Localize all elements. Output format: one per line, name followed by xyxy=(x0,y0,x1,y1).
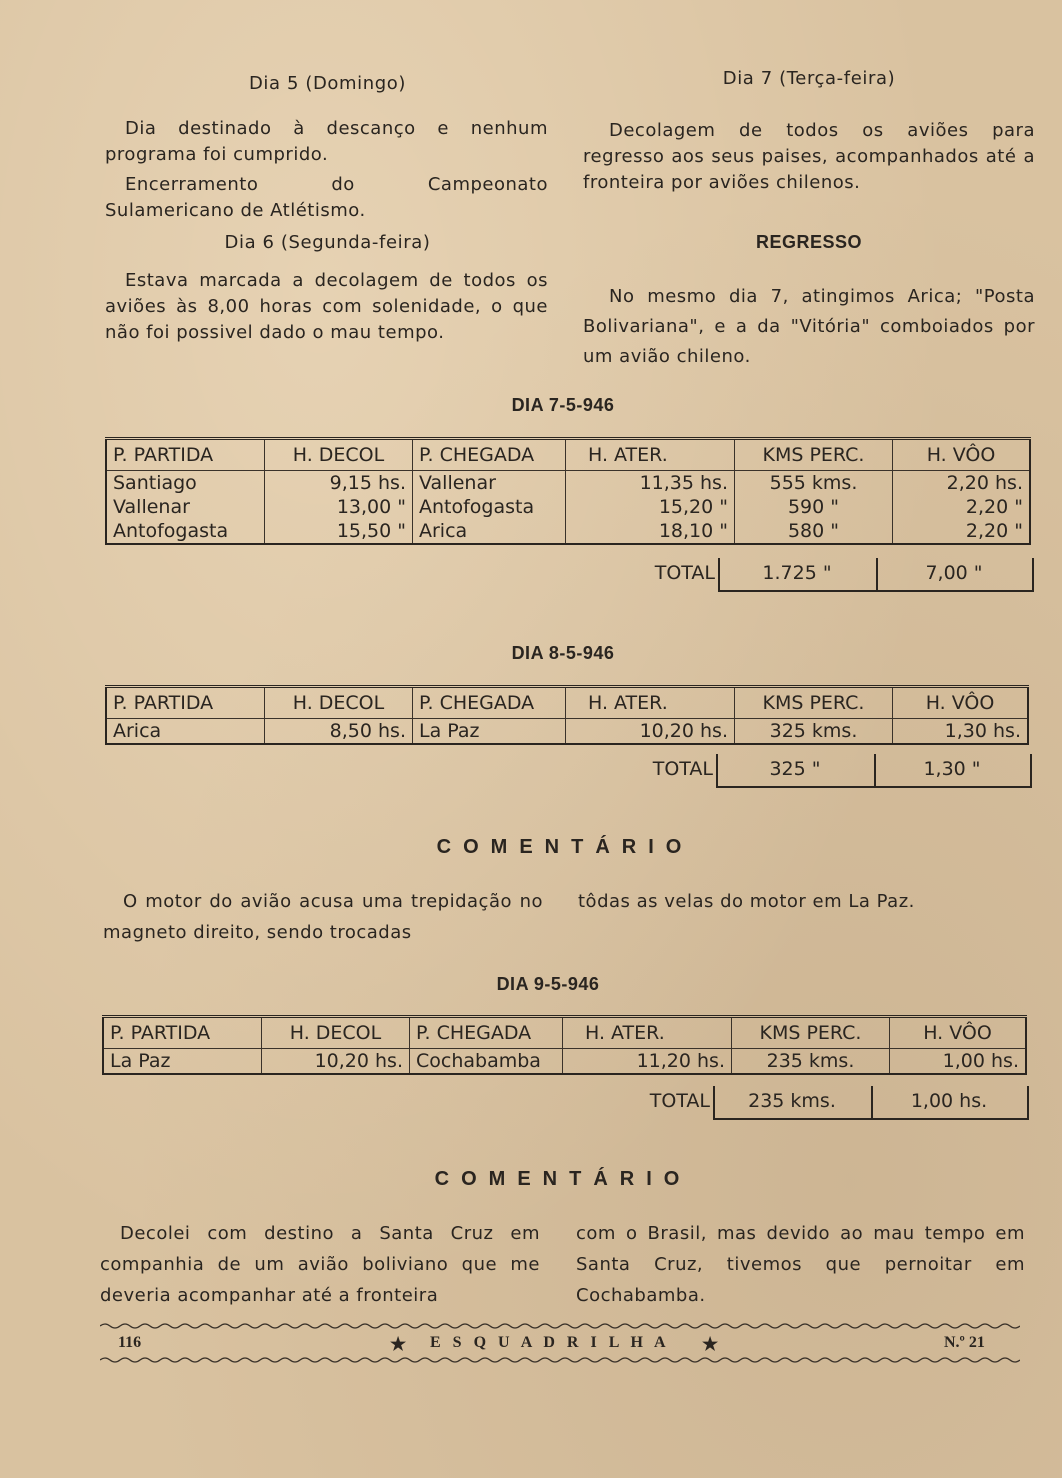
header-chegada: P. CHEGADA xyxy=(413,687,566,719)
issue-number: N.º 21 xyxy=(944,1334,985,1351)
table-row xyxy=(106,495,1030,519)
table2-total xyxy=(558,754,1030,794)
cell-decol: 15,50 " xyxy=(265,519,413,544)
flight-table-1 xyxy=(105,437,1031,545)
cell-chegada: Arica xyxy=(413,519,566,544)
table-row xyxy=(106,471,1030,496)
dia7-paragraph: Decolagem de todos os aviões para regresso aos seus paises, acompanhados até a fronteira por aviões chilenos. xyxy=(583,120,1035,193)
header-kms: KMS PERC. xyxy=(735,687,893,719)
dia5-heading: Dia 5 (Domingo) xyxy=(248,73,407,94)
total-kms: 235 kms. xyxy=(748,1090,836,1112)
header-decol: H. DECOL xyxy=(265,439,413,471)
header-partida: P. PARTIDA xyxy=(106,439,265,471)
header-voo: H. VÔO xyxy=(890,1017,1027,1049)
table3-title: DIA 9-5-946 xyxy=(496,974,600,994)
header-chegada: P. CHEGADA xyxy=(413,439,566,471)
total-label: TOTAL xyxy=(654,562,715,584)
comentario2-right: com o Brasil, mas devido ao mau tempo em Santa Cruz, tivemos que pernoitar em Cochabamba. xyxy=(576,1223,1025,1306)
header-ater: H. ATER. xyxy=(566,687,735,719)
total-kms: 325 " xyxy=(769,758,821,780)
header-voo: H. VÔO xyxy=(893,687,1029,719)
header-decol: H. DECOL xyxy=(262,1017,410,1049)
cell-voo: 1,30 hs. xyxy=(893,719,1029,745)
table3-total xyxy=(555,1086,1027,1126)
flight-table-3 xyxy=(102,1015,1027,1075)
cell-ater: 11,20 hs. xyxy=(563,1049,732,1075)
cell-voo: 2,20 " xyxy=(893,519,1031,544)
header-kms: KMS PERC. xyxy=(732,1017,890,1049)
cell-kms: 580 " xyxy=(735,519,893,544)
cell-kms: 325 kms. xyxy=(735,719,893,745)
dia7-heading: Dia 7 (Terça-feira) xyxy=(722,68,896,89)
header-chegada: P. CHEGADA xyxy=(410,1017,563,1049)
cell-partida: Antofogasta xyxy=(113,520,229,542)
dia6-heading: Dia 6 (Segunda-feira) xyxy=(224,232,431,253)
total-kms: 1.725 " xyxy=(762,562,832,584)
table1-title: DIA 7-5-946 xyxy=(511,395,615,415)
comentario1-heading: COMENTÁRIO xyxy=(436,836,694,858)
magazine-title: E S Q U A D R I L H A xyxy=(430,1334,670,1351)
cell-partida: Santiago xyxy=(113,472,197,494)
cell-partida: La Paz xyxy=(110,1050,171,1072)
wavy-rule-bottom xyxy=(100,1356,1020,1364)
cell-ater: 11,35 hs. xyxy=(566,471,735,496)
cell-partida: Vallenar xyxy=(113,496,190,518)
regresso-paragraph: No mesmo dia 7, atingimos Arica; "Posta Bolivariana", e a da "Vitória" comboiados por um avião chileno. xyxy=(583,286,1035,367)
comentario2-heading: COMENTÁRIO xyxy=(434,1168,692,1190)
cell-ater: 18,10 " xyxy=(566,519,735,544)
cell-decol: 8,50 hs. xyxy=(265,719,413,745)
table1-total xyxy=(560,558,1032,598)
star-icon: ★ xyxy=(702,1334,719,1354)
dia6-paragraph: Estava marcada a decolagem de todos os aviões às 8,00 horas com solenidade, o que não foi possivel dado o mau tempo. xyxy=(105,270,548,343)
cell-kms: 235 kms. xyxy=(732,1049,890,1075)
header-ater: H. ATER. xyxy=(566,439,735,471)
cell-voo: 2,20 " xyxy=(893,495,1031,519)
table-row xyxy=(103,1049,1026,1075)
cell-chegada: La Paz xyxy=(413,719,566,745)
header-decol: H. DECOL xyxy=(265,687,413,719)
total-voo: 1,30 " xyxy=(923,758,981,780)
header-kms: KMS PERC. xyxy=(735,439,893,471)
cell-ater: 10,20 hs. xyxy=(566,719,735,745)
total-voo: 1,00 hs. xyxy=(910,1090,988,1112)
comentario1-right: tôdas as velas do motor em La Paz. xyxy=(578,891,915,912)
cell-chegada: Cochabamba xyxy=(410,1049,563,1075)
total-label: TOTAL xyxy=(652,758,713,780)
star-icon: ★ xyxy=(390,1334,407,1354)
regresso-heading: REGRESSO xyxy=(755,232,863,252)
header-partida: P. PARTIDA xyxy=(106,687,265,719)
dia5-paragraph-1: Dia destinado à descanço e nenhum programa foi cumprido. xyxy=(105,118,548,165)
cell-ater: 15,20 " xyxy=(566,495,735,519)
cell-chegada: Antofogasta xyxy=(413,495,566,519)
wavy-rule-top xyxy=(100,1322,1020,1330)
flight-table-2 xyxy=(105,685,1029,745)
cell-decol: 9,15 hs. xyxy=(265,471,413,496)
table-row xyxy=(106,519,1030,544)
total-voo: 7,00 " xyxy=(925,562,983,584)
comentario2-left: Decolei com destino a Santa Cruz em companhia de um avião boliviano que me deveria acompanhar até a fronteira xyxy=(100,1223,540,1306)
header-voo: H. VÔO xyxy=(893,439,1031,471)
header-ater: H. ATER. xyxy=(563,1017,732,1049)
table2-title: DIA 8-5-946 xyxy=(511,643,615,663)
table-row xyxy=(106,719,1028,745)
cell-decol: 13,00 " xyxy=(265,495,413,519)
dia5-paragraph-2: Encerramento do Campeonato Sulamericano de Atlétismo. xyxy=(105,174,548,221)
header-partida: P. PARTIDA xyxy=(103,1017,262,1049)
total-label: TOTAL xyxy=(649,1090,710,1112)
comentario1-left: O motor do avião acusa uma trepidação no magneto direito, sendo trocadas xyxy=(103,891,543,943)
cell-chegada: Vallenar xyxy=(413,471,566,496)
cell-voo: 2,20 hs. xyxy=(893,471,1031,496)
cell-kms: 590 " xyxy=(735,495,893,519)
cell-kms: 555 kms. xyxy=(735,471,893,496)
cell-voo: 1,00 hs. xyxy=(890,1049,1027,1075)
cell-partida: Arica xyxy=(113,720,162,742)
cell-decol: 10,20 hs. xyxy=(262,1049,410,1075)
page-number: 116 xyxy=(118,1334,142,1351)
